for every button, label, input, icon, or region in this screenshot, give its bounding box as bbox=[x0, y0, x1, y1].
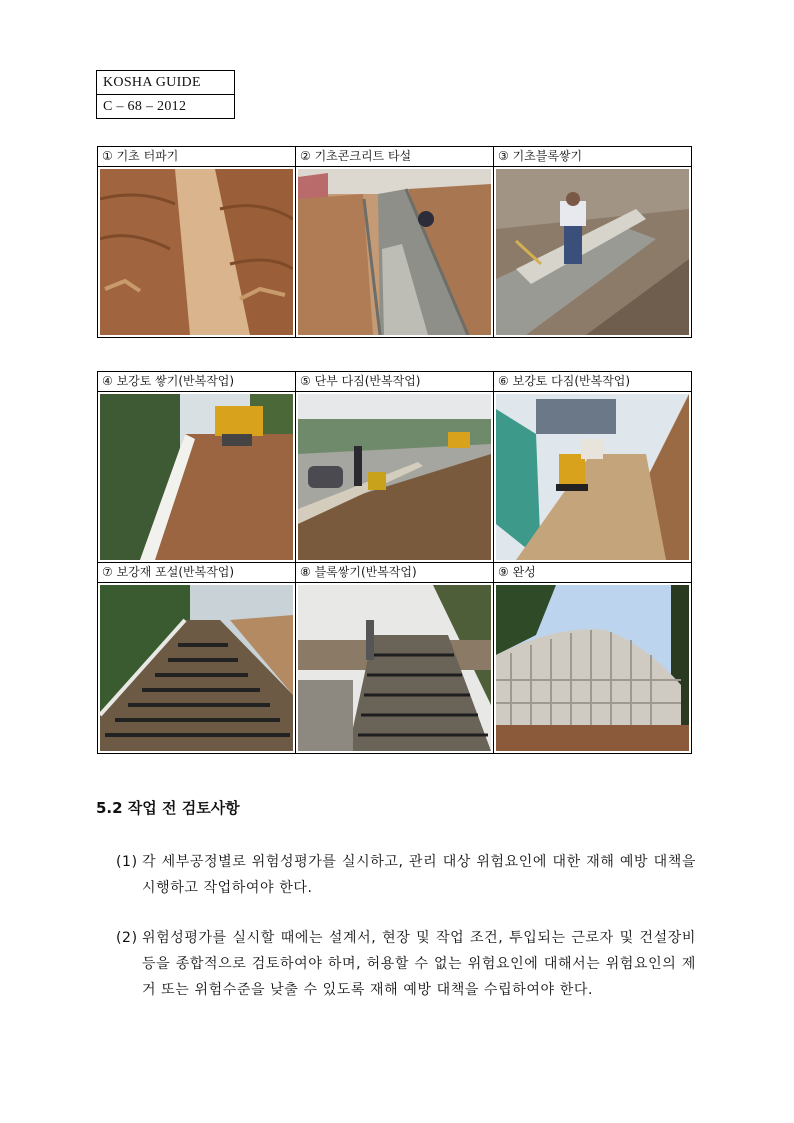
review-item-1 bbox=[116, 849, 696, 901]
reinforcement-laying-photo bbox=[98, 583, 296, 754]
photo-caption: ⑨ 완성 bbox=[494, 563, 692, 583]
photo-table-wall-construction bbox=[97, 371, 692, 754]
photo-caption: ④ 보강토 쌓기(반복작업) bbox=[98, 372, 296, 392]
item-number: (2) bbox=[116, 930, 138, 946]
photo-caption: ② 기초콘크리트 타설 bbox=[296, 147, 494, 167]
photo-caption: ⑧ 블록쌓기(반복작업) bbox=[296, 563, 494, 583]
completed-wall-photo bbox=[494, 583, 692, 754]
photo-caption: ① 기초 터파기 bbox=[98, 147, 296, 167]
photo-caption: ⑦ 보강재 포설(반복작업) bbox=[98, 563, 296, 583]
concrete-pour-photo bbox=[296, 167, 494, 338]
item-text: 위험성평가를 실시할 때에는 설계서, 현장 및 작업 조건, 투입되는 근로자 및 건설장비 등을 종합적으로 검토하여야 하며, 허용할 수 없는 위험요인에 대해서는 위험요인의 제거 또는 위험수준을 낮출 수 있도록 재해 예방 대책을 수립하여야 한다. bbox=[142, 930, 696, 998]
photo-caption: ③ 기초블록쌓기 bbox=[494, 147, 692, 167]
block-laying-photo bbox=[494, 167, 692, 338]
photo-caption: ⑥ 보강토 다짐(반복작업) bbox=[494, 372, 692, 392]
edge-compaction-photo bbox=[296, 392, 494, 563]
guide-label: KOSHA GUIDE bbox=[97, 71, 234, 95]
review-item-2 bbox=[116, 925, 696, 1003]
photo-table-foundation bbox=[97, 146, 692, 338]
excavation-photo bbox=[98, 167, 296, 338]
item-number: (1) bbox=[116, 854, 138, 870]
block-stacking-photo bbox=[296, 583, 494, 754]
document-id-box bbox=[96, 70, 235, 119]
soil-compaction-photo bbox=[494, 392, 692, 563]
photo-caption: ⑤ 단부 다짐(반복작업) bbox=[296, 372, 494, 392]
guide-code: C – 68 – 2012 bbox=[103, 99, 187, 114]
section-heading: 5.2 작업 전 검토사항 bbox=[96, 799, 240, 817]
soil-filling-photo bbox=[98, 392, 296, 563]
item-text: 각 세부공정별로 위험성평가를 실시하고, 관리 대상 위험요인에 대한 재해 예방 대책을 시행하고 작업하여야 한다. bbox=[142, 854, 696, 896]
